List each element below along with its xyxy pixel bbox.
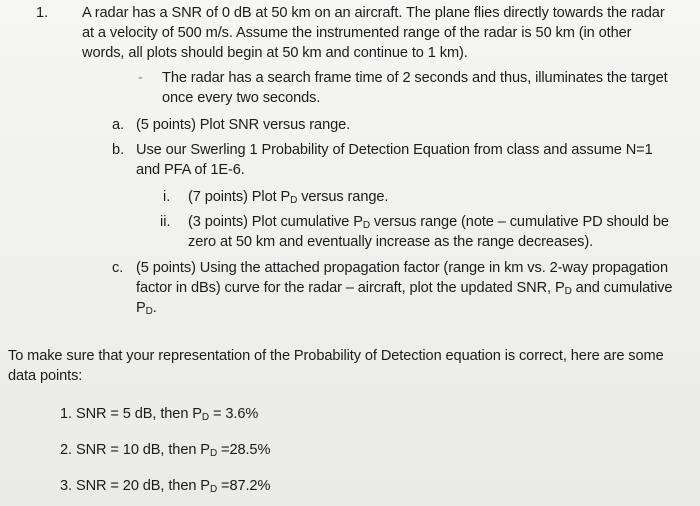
note-line-2: data points:: [8, 368, 83, 384]
part-b-line-2: and PFA of 1E-6.: [136, 162, 245, 178]
data-point-3: 3. SNR = 20 dB, then $P_D =87.2\%$: [60, 478, 271, 495]
sub-ii-line-2: zero at 50 km and eventually increase as the range decreases).: [188, 234, 594, 250]
sub-ii-line-1: (3 points) Plot cumulative $P_D$ versus range (note – cumulative PD should be: [188, 214, 669, 231]
sub-ii-marker: ii.: [160, 214, 171, 230]
bullet-line-2: once every two seconds.: [162, 90, 321, 106]
problem-intro-line-2: at a velocity of 500 m/s. Assume the instrumented range of the radar is 50 km (in other: [82, 25, 632, 41]
part-a-text: (5 points) Plot SNR versus range.: [136, 117, 351, 133]
data-point-1: 1. SNR = 5 dB, then $P_D = 3.6\%$: [60, 406, 259, 423]
sub-i-text: (7 points) Plot $P_D$ versus range.: [188, 189, 389, 206]
part-c-line-3: $P_D$.: [136, 300, 157, 317]
part-b-marker: b.: [112, 142, 125, 158]
note-line-1: To make sure that your representation of the Probability of Detection equation is correct, here are some: [8, 348, 664, 364]
part-b-line-1: Use our Swerling 1 Probability of Detection Equation from class and assume N=1: [136, 142, 653, 158]
part-c-marker: c.: [112, 260, 124, 276]
bullet-marker: -: [138, 70, 143, 86]
data-point-2: 2. SNR = 10 dB, then $P_D =28.5\%$: [60, 442, 271, 459]
problem-number: 1.: [36, 5, 49, 21]
problem-intro-line-3: words, all plots should begin at 50 km and continue to 1 km).: [82, 45, 468, 61]
part-a-marker: a.: [112, 117, 125, 133]
part-c-line-2: factor in dBs) curve for the radar – aircraft, plot the updated SNR, $P_D$ and cumulative: [136, 280, 673, 297]
part-c-line-1: (5 points) Using the attached propagation factor (range in km vs. 2-way propagation: [136, 260, 668, 276]
problem-intro-line-1: A radar has a SNR of 0 dB at 50 km on an aircraft. The plane flies directly towards the radar: [82, 5, 665, 21]
bullet-line-1: The radar has a search frame time of 2 seconds and thus, illuminates the target: [162, 70, 668, 86]
sub-i-marker: i.: [163, 189, 171, 205]
